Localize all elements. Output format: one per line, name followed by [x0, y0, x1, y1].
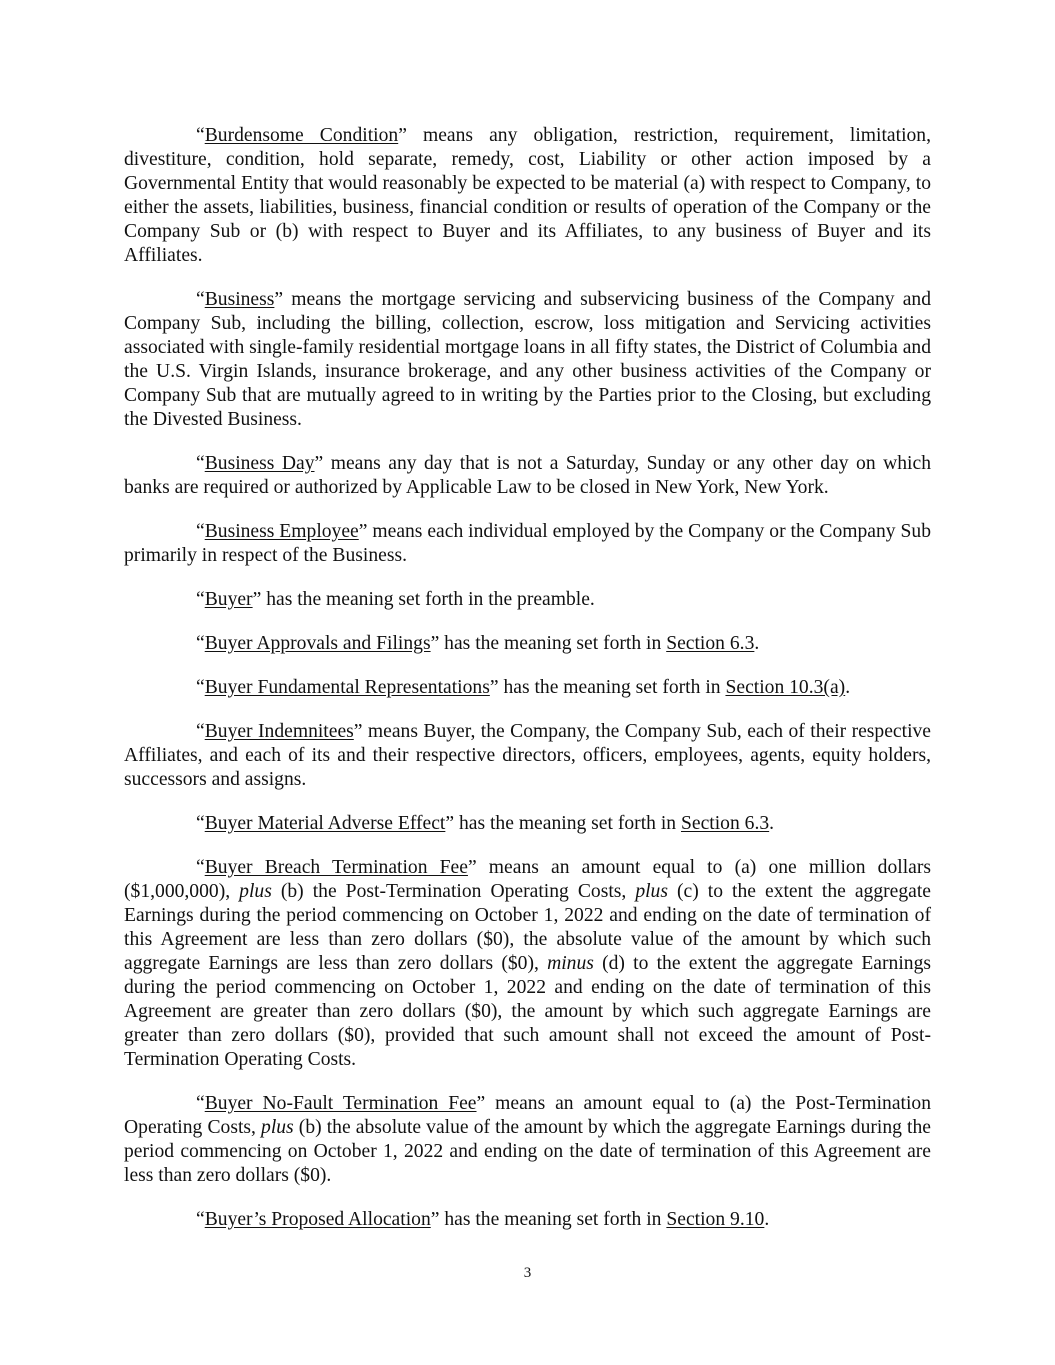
definition-paragraph: “Buyer” has the meaning set forth in the preamble.	[196, 589, 595, 610]
definition-text: .	[754, 633, 760, 654]
defined-term: Buyer Indemnitees	[204, 721, 354, 742]
definition-text: means any obligation, restriction, requirement, limitation, divestiture, condition, hold separate, remedy, cost, Liability or other action imposed by a Governmental Entity that would reasonably be expected to be material (a) with respect to Company, to either the assets, liabilities, business, financial condition or results of operation of the Company or the Company Sub or (b) with respect to Buyer and its Affiliates, to any business of Buyer and its Affiliates.	[124, 125, 931, 266]
defined-term: Buyer’s Proposed Allocation	[204, 1209, 431, 1230]
definition-paragraph: “Buyer Indemnitees” means Buyer, the Company, the Company Sub, each of their respective Affiliates, and each of its and their respective directors, officers, employees, agents, equity holders, successors and assigns.	[124, 721, 932, 790]
italic-operator: plus	[239, 881, 272, 902]
page-number: 3	[523, 1265, 532, 1281]
definition-paragraph: “Buyer No-Fault Termination Fee” means an amount equal to (a) the Post-Termination Operating Costs, plus (b) the absolute value of the amount by which the aggregate Earnings during the period commencing on October 1, 2022 and ending on the date of termination of this Agreement are less than zero dollars ($0).	[124, 1093, 931, 1186]
definition-paragraph: “Buyer Breach Termination Fee” means an amount equal to (a) one million dollars ($1,000,000), plus (b) the Post-Termination Operating Costs, plus (c) to the extent the aggregate Earnings during the period commencing on October 1, 2022 and ending on the date of termination of this Agreement are less than zero dollars ($0), the absolute value of the amount by which such aggregate Earnings are less than zero dollars ($0), minus (d) to the extent the aggregate Earnings during the period commencing on October 1, 2022 and ending on the date of termination of this Agreement are greater than zero dollars ($0), the amount by which such aggregate Earnings are greater than zero dollars ($0), provided that such amount shall not exceed the amount of Post-Termination Operating Costs.	[124, 857, 931, 1070]
definition-text: has the meaning set forth in	[498, 677, 726, 698]
definition-text: (d) to the extent the aggregate Earnings during the period commencing on October 1, 2022 and ending on the date of termination of this Agreement are greater than zero dollars ($0), the amount by which such aggregate Earnings are greater than zero dollars ($0), provided that such amount shall not exceed the amount of Post-Termination Operating Costs.	[124, 953, 931, 1070]
italic-operator: minus	[547, 953, 594, 974]
defined-term: Buyer Material Adverse Effect	[204, 813, 446, 834]
defined-term: Business	[204, 289, 275, 310]
defined-term: Buyer	[204, 589, 253, 610]
definition-paragraph: “Business Day” means any day that is not a Saturday, Sunday or any other day on which banks are required or authorized by Applicable Law to be closed in New York, New York.	[124, 453, 931, 498]
italic-operator: plus	[261, 1117, 294, 1138]
definition-paragraph: “Business” means the mortgage servicing and subservicing business of the Company and Company Sub, including the billing, collection, escrow, loss mitigation and Servicing activities associated with single-family residential mortgage loans in all fifty states, the District of Columbia and the U.S. Virgin Islands, insurance brokerage, and any other business activities of the Company or Company Sub that are mutually agreed to in writing by the Parties prior to the Closing, but excluding the Divested Business.	[124, 289, 931, 430]
section-reference-link[interactable]: Section 9.10	[666, 1209, 765, 1230]
defined-term: Buyer Breach Termination Fee	[204, 857, 468, 878]
definition-text: means an amount equal to (a) one million dollars ($1,000,000),	[124, 857, 931, 902]
definition-text: (b) the absolute value of the amount by which the aggregate Earnings during the period commencing on October 1, 2022 and ending on the date of termination of this Agreement are less than zero dollars ($0).	[124, 1117, 931, 1186]
definition-text: means Buyer, the Company, the Company Sub, each of their respective Affiliates, and each of its and their respective directors, officers, employees, agents, equity holders, successors and assigns.	[124, 721, 932, 790]
section-reference-link[interactable]: Section 6.3	[666, 633, 755, 654]
definition-paragraph: “Buyer Fundamental Representations” has the meaning set forth in Section 10.3(a).	[196, 677, 851, 698]
definition-text: means the mortgage servicing and subservicing business of the Company and Company Sub, including the billing, collection, escrow, loss mitigation and Servicing activities associated with single-family residential mortgage loans in all fifty states, the District of Columbia and the U.S. Virgin Islands, insurance brokerage, and any other business activities of the Company or Company Sub that are mutually agreed to in writing by the Parties prior to the Closing, but excluding the Divested Business.	[124, 289, 931, 430]
defined-term: Business Day	[204, 453, 315, 474]
definition-text: .	[769, 813, 775, 834]
italic-operator: plus	[635, 881, 668, 902]
definition-text: has the meaning set forth in the preamble.	[261, 589, 595, 610]
section-reference-link[interactable]: Section 6.3	[680, 813, 770, 834]
definition-text: has the meaning set forth in	[454, 813, 681, 834]
definition-text: (b) the Post-Termination Operating Costs,	[271, 881, 636, 902]
document-page	[124, 124, 931, 1252]
section-reference-link[interactable]: Section 10.3(a)	[725, 677, 846, 698]
definition-text: .	[764, 1209, 770, 1230]
defined-term: Burdensome Condition	[204, 125, 399, 146]
definition-paragraph: “Buyer Material Adverse Effect” has the meaning set forth in Section 6.3.	[196, 813, 775, 834]
definition-text: means any day that is not a Saturday, Sunday or any other day on which banks are required or authorized by Applicable Law to be closed in New York, New York.	[124, 453, 931, 498]
definition-text: .	[845, 677, 851, 698]
definition-text: means each individual employed by the Company or the Company Sub primarily in respect of the Business.	[124, 521, 931, 566]
definition-text: has the meaning set forth in	[439, 633, 667, 654]
defined-term: Business Employee	[204, 521, 359, 542]
defined-term: Buyer No-Fault Termination Fee	[204, 1093, 477, 1114]
definition-paragraph: “Business Employee” means each individual employed by the Company or the Company Sub primarily in respect of the Business.	[124, 521, 931, 566]
definition-text: means an amount equal to (a) the Post-Termination Operating Costs,	[124, 1093, 931, 1138]
definition-text: (c) to the extent the aggregate Earnings during the period commencing on October 1, 2022 and ending on the date of termination of this Agreement are less than zero dollars ($0), the absolute value of the amount by which such aggregate Earnings are less than zero dollars ($0),	[124, 881, 931, 974]
definition-paragraph: “Burdensome Condition” means any obligation, restriction, requirement, limitation, divestiture, condition, hold separate, remedy, cost, Liability or other action imposed by a Governmental Entity that would reasonably be expected to be material (a) with respect to Company, to either the assets, liabilities, business, financial condition or results of operation of the Company or the Company Sub or (b) with respect to Buyer and its Affiliates, to any business of Buyer and its Affiliates.	[124, 125, 931, 266]
definition-paragraph: “Buyer’s Proposed Allocation” has the meaning set forth in Section 9.10.	[196, 1209, 770, 1230]
definition-paragraph: “Buyer Approvals and Filings” has the meaning set forth in Section 6.3.	[196, 633, 760, 654]
defined-term: Buyer Fundamental Representations	[204, 677, 490, 698]
defined-term: Buyer Approvals and Filings	[204, 633, 431, 654]
definition-text: has the meaning set forth in	[439, 1209, 667, 1230]
